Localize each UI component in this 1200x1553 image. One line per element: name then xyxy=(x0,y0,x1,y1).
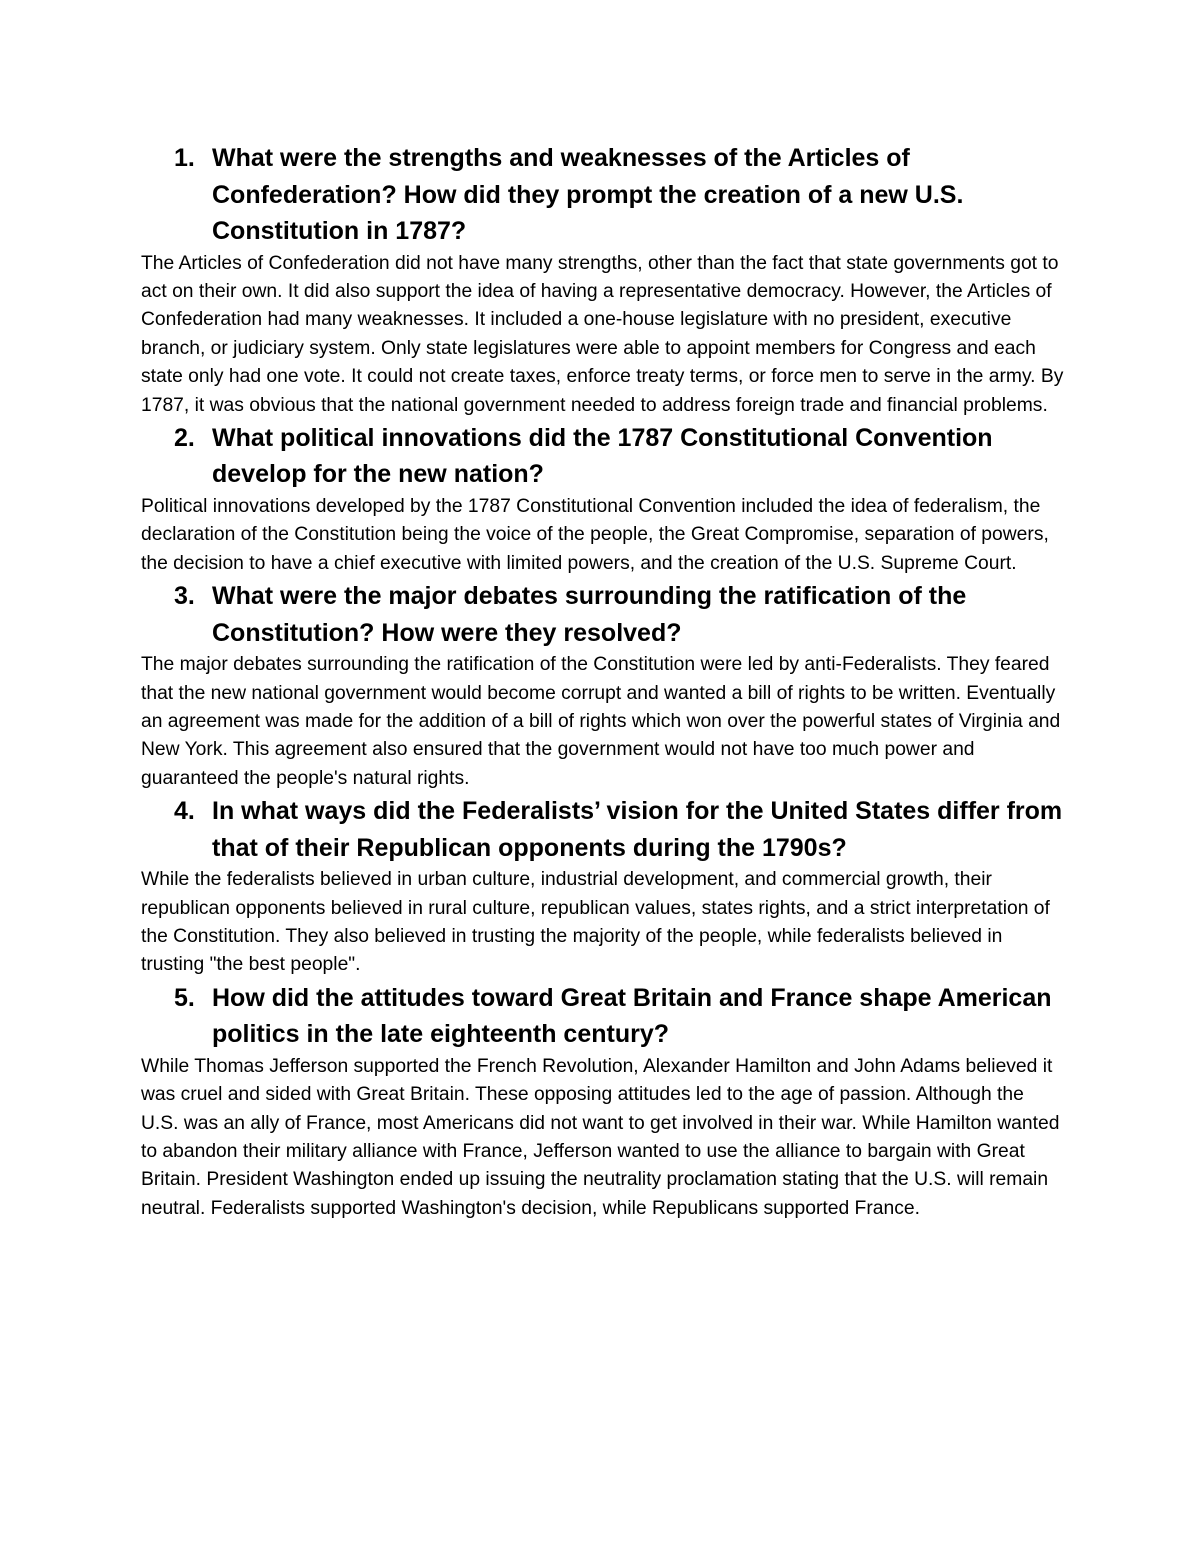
question-text: In what ways did the Federalists’ vision for the United States differ from that of their Republican opponents during the 1790s? xyxy=(212,797,1063,862)
question-number: 5. xyxy=(174,983,195,1012)
answer-paragraph: While the federalists believed in urban culture, industrial development, and commercial growth, their republican opponents believed in rural culture, republican values, states rights, and a strict interpretation of the Constitution. They also believed in trusting the majority of the people, while federalists believed in trusting "the best people". xyxy=(141,869,1050,976)
question-heading xyxy=(141,980,1066,1053)
question-number: 3. xyxy=(174,582,195,611)
answer-paragraph: The Articles of Confederation did not have many strengths, other than the fact that state governments got to act on their own. It did also support the idea of having a representative democracy. However, the Articles of Confederation had many weaknesses. It included a one-house legislature with no president, executive branch, or judiciary system. Only state legislatures were able to appoint members for Congress and each state only had one vote. It could not create taxes, enforce treaty terms, or force men to serve in the army. By 1787, it was obvious that the national government needed to address foreign trade and financial problems. xyxy=(141,252,1064,416)
answer-paragraph: While Thomas Jefferson supported the French Revolution, Alexander Hamilton and John Adams believed it was cruel and sided with Great Britain. These opposing attitudes led to the age of passion. Although the U.S. was an ally of France, most Americans did not want to get involved in their war. While Hamilton wanted to abandon their military alliance with France, Jefferson wanted to use the alliance to bargain with Great Britain. President Washington ended up issuing the neutrality proclamation stating that the U.S. will remain neutral. Federalists supported Washington's decision, while Republicans supported France. xyxy=(141,1055,1060,1219)
qa-item-1 xyxy=(141,140,1066,420)
question-number: 1. xyxy=(174,144,195,172)
question-text: What political innovations did the 1787 Constitutional Convention develop for the new nation? xyxy=(212,423,993,489)
answer-paragraph: The major debates surrounding the ratification of the Constitution were led by anti-Federalists. They feared that the new national government would become corrupt and wanted a bill of rights to be written. Eventually an agreement was made for the addition of a bill of rights which won over the powerful states of Virginia and New York. This agreement also ensured that the government would not have too much power and guaranteed the people's natural rights. xyxy=(141,654,1061,789)
question-number: 4. xyxy=(174,797,195,826)
answer-paragraph: Political innovations developed by the 1787 Constitutional Convention included the idea of federalism, the declaration of the Constitution being the voice of the people, the Great Compromise, separation of powers, the decision to have a chief executive with limited powers, and the creation of the U.S. Supreme Court. xyxy=(141,495,1049,574)
question-number: 2. xyxy=(174,423,195,452)
question-heading xyxy=(141,793,1066,866)
question-text: What were the major debates surrounding the ratification of the Constitution? How were they resolved? xyxy=(212,582,967,647)
qa-item-4 xyxy=(141,793,1066,980)
question-heading xyxy=(141,140,1066,250)
qa-item-3 xyxy=(141,578,1066,793)
question-heading xyxy=(141,578,1066,651)
document-page xyxy=(141,140,1066,1223)
question-text: How did the attitudes toward Great Britain and France shape American politics in the late eighteenth century? xyxy=(212,983,1052,1049)
qa-item-5 xyxy=(141,980,1066,1223)
question-text: What were the strengths and weaknesses of the Articles of Confederation? How did they prompt the creation of a new U.S. Constitution in 1787? xyxy=(212,144,964,245)
qa-item-2 xyxy=(141,420,1066,578)
question-heading xyxy=(141,420,1066,493)
